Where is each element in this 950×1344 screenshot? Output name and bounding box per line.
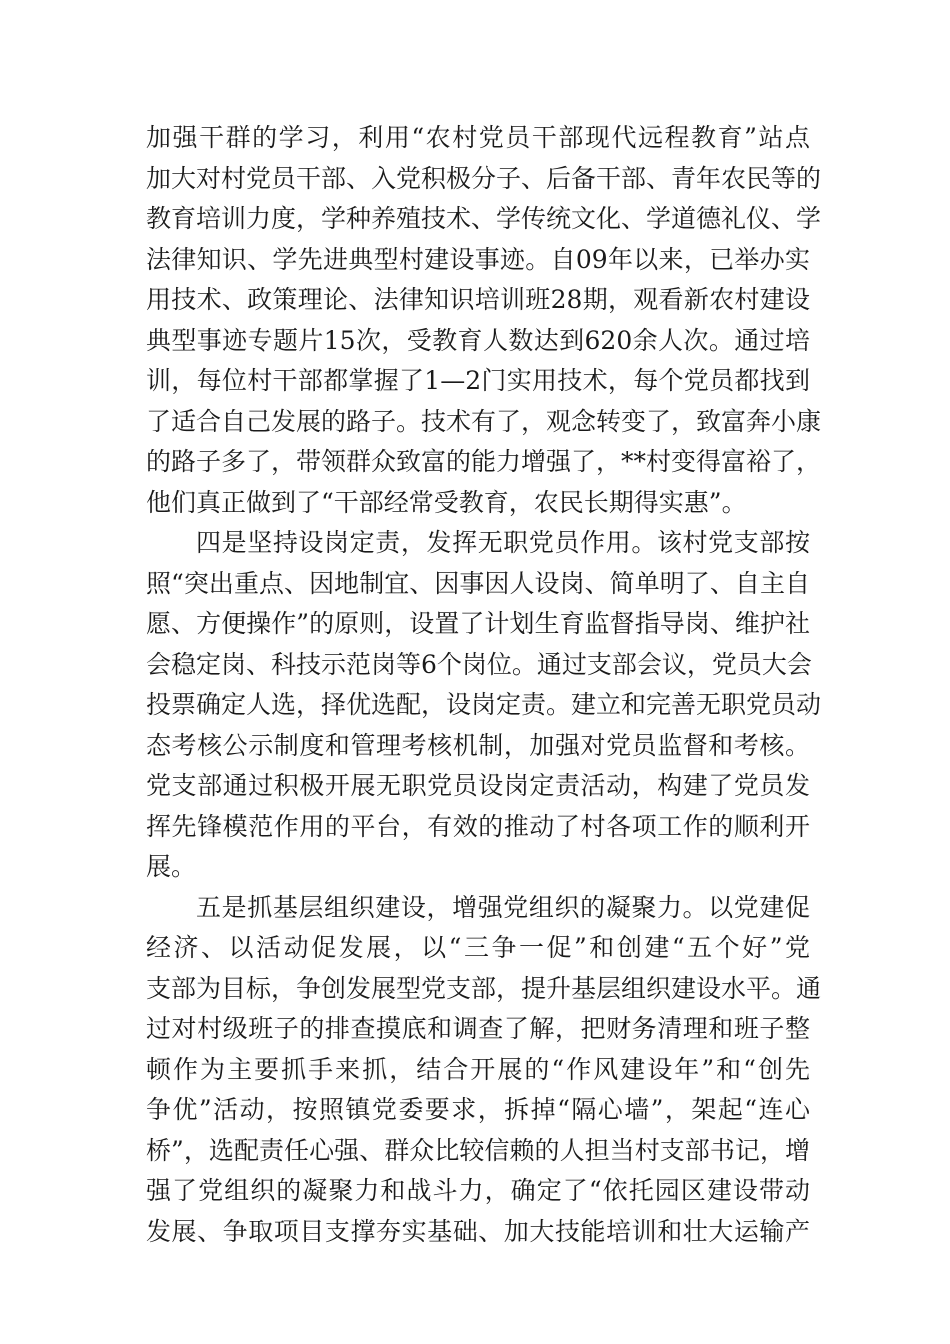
text-line: 的路子多了，带领群众致富的能力增强了，**村变得富裕了， [146, 447, 822, 476]
text-line: 法律知识、学先进典型村建设事迹。自09年以来，已举办实 [146, 244, 810, 274]
text-line: 照“突出重点、因地制宜、因事因人设岗、简单明了、自主自 [146, 568, 810, 598]
text-line: 投票确定人选，择优选配，设岗定责。建立和完善无职党员动 [146, 690, 822, 719]
text-line: 发展、争取项目支撑夯实基础、加大技能培训和壮大运输产 [146, 1216, 810, 1246]
body-text [146, 118, 822, 1252]
paragraph-start-line: 四是坚持设岗定责，发挥无职党员作用。该村党支部按 [196, 528, 810, 557]
paragraph-start-line: 五是抓基层组织建设，增强党组织的凝聚力。以党建促 [196, 892, 810, 922]
text-line: 经济、以活动促发展，以“三争一促”和创建“五个好”党 [146, 933, 810, 962]
text-line: 训，每位村干部都掌握了1—2门实用技术，每个党员都找到 [146, 366, 810, 395]
text-line: 加强干群的学习，利用“农村党员干部现代远程教育”站点 [146, 123, 810, 152]
text-line: 加大对村党员干部、入党积极分子、后备干部、青年农民等的 [146, 163, 822, 193]
text-line: 典型事迹专题片15次，受教育人数达到620余人次。通过培 [146, 325, 810, 355]
text-line: 教育培训力度，学种养殖技术、学传统文化、学道德礼仪、学 [146, 204, 822, 233]
text-line: 顿作为主要抓手来抓，结合开展的“作风建设年”和“创先 [146, 1054, 810, 1084]
text-line: 争优”活动，按照镇党委要求，拆掉“隔心墙”，架起“连心 [146, 1095, 810, 1124]
text-line: 过对村级班子的排查摸底和调查了解，把财务清理和班子整 [146, 1014, 810, 1043]
text-line: 用技术、政策理论、法律知识培训班28期，观看新农村建设 [146, 285, 810, 314]
text-line: 支部为目标，争创发展型党支部，提升基层组织建设水平。通 [146, 973, 822, 1003]
text-line: 会稳定岗、科技示范岗等6个岗位。通过支部会议，党员大会 [146, 649, 812, 679]
text-line: 强了党组织的凝聚力和战斗力，确定了“依托园区建设带动 [146, 1176, 810, 1205]
text-line: 展。 [146, 852, 197, 881]
text-line: 他们真正做到了“干部经常受教育，农民长期得实惠”。 [146, 487, 747, 517]
text-line: 了适合自己发展的路子。技术有了，观念转变了，致富奔小康 [146, 406, 822, 436]
text-line: 挥先锋模范作用的平台，有效的推动了村各项工作的顺利开 [146, 811, 810, 841]
text-line: 桥”，选配责任心强、群众比较信赖的人担当村支部书记，增 [146, 1135, 810, 1165]
text-line: 党支部通过积极开展无职党员设岗定责活动，构建了党员发 [146, 771, 810, 800]
text-line: 态考核公示制度和管理考核机制，加强对党员监督和考核。 [146, 730, 810, 760]
text-line: 愿、方便操作”的原则，设置了计划生育监督指导岗、维护社 [146, 609, 810, 638]
